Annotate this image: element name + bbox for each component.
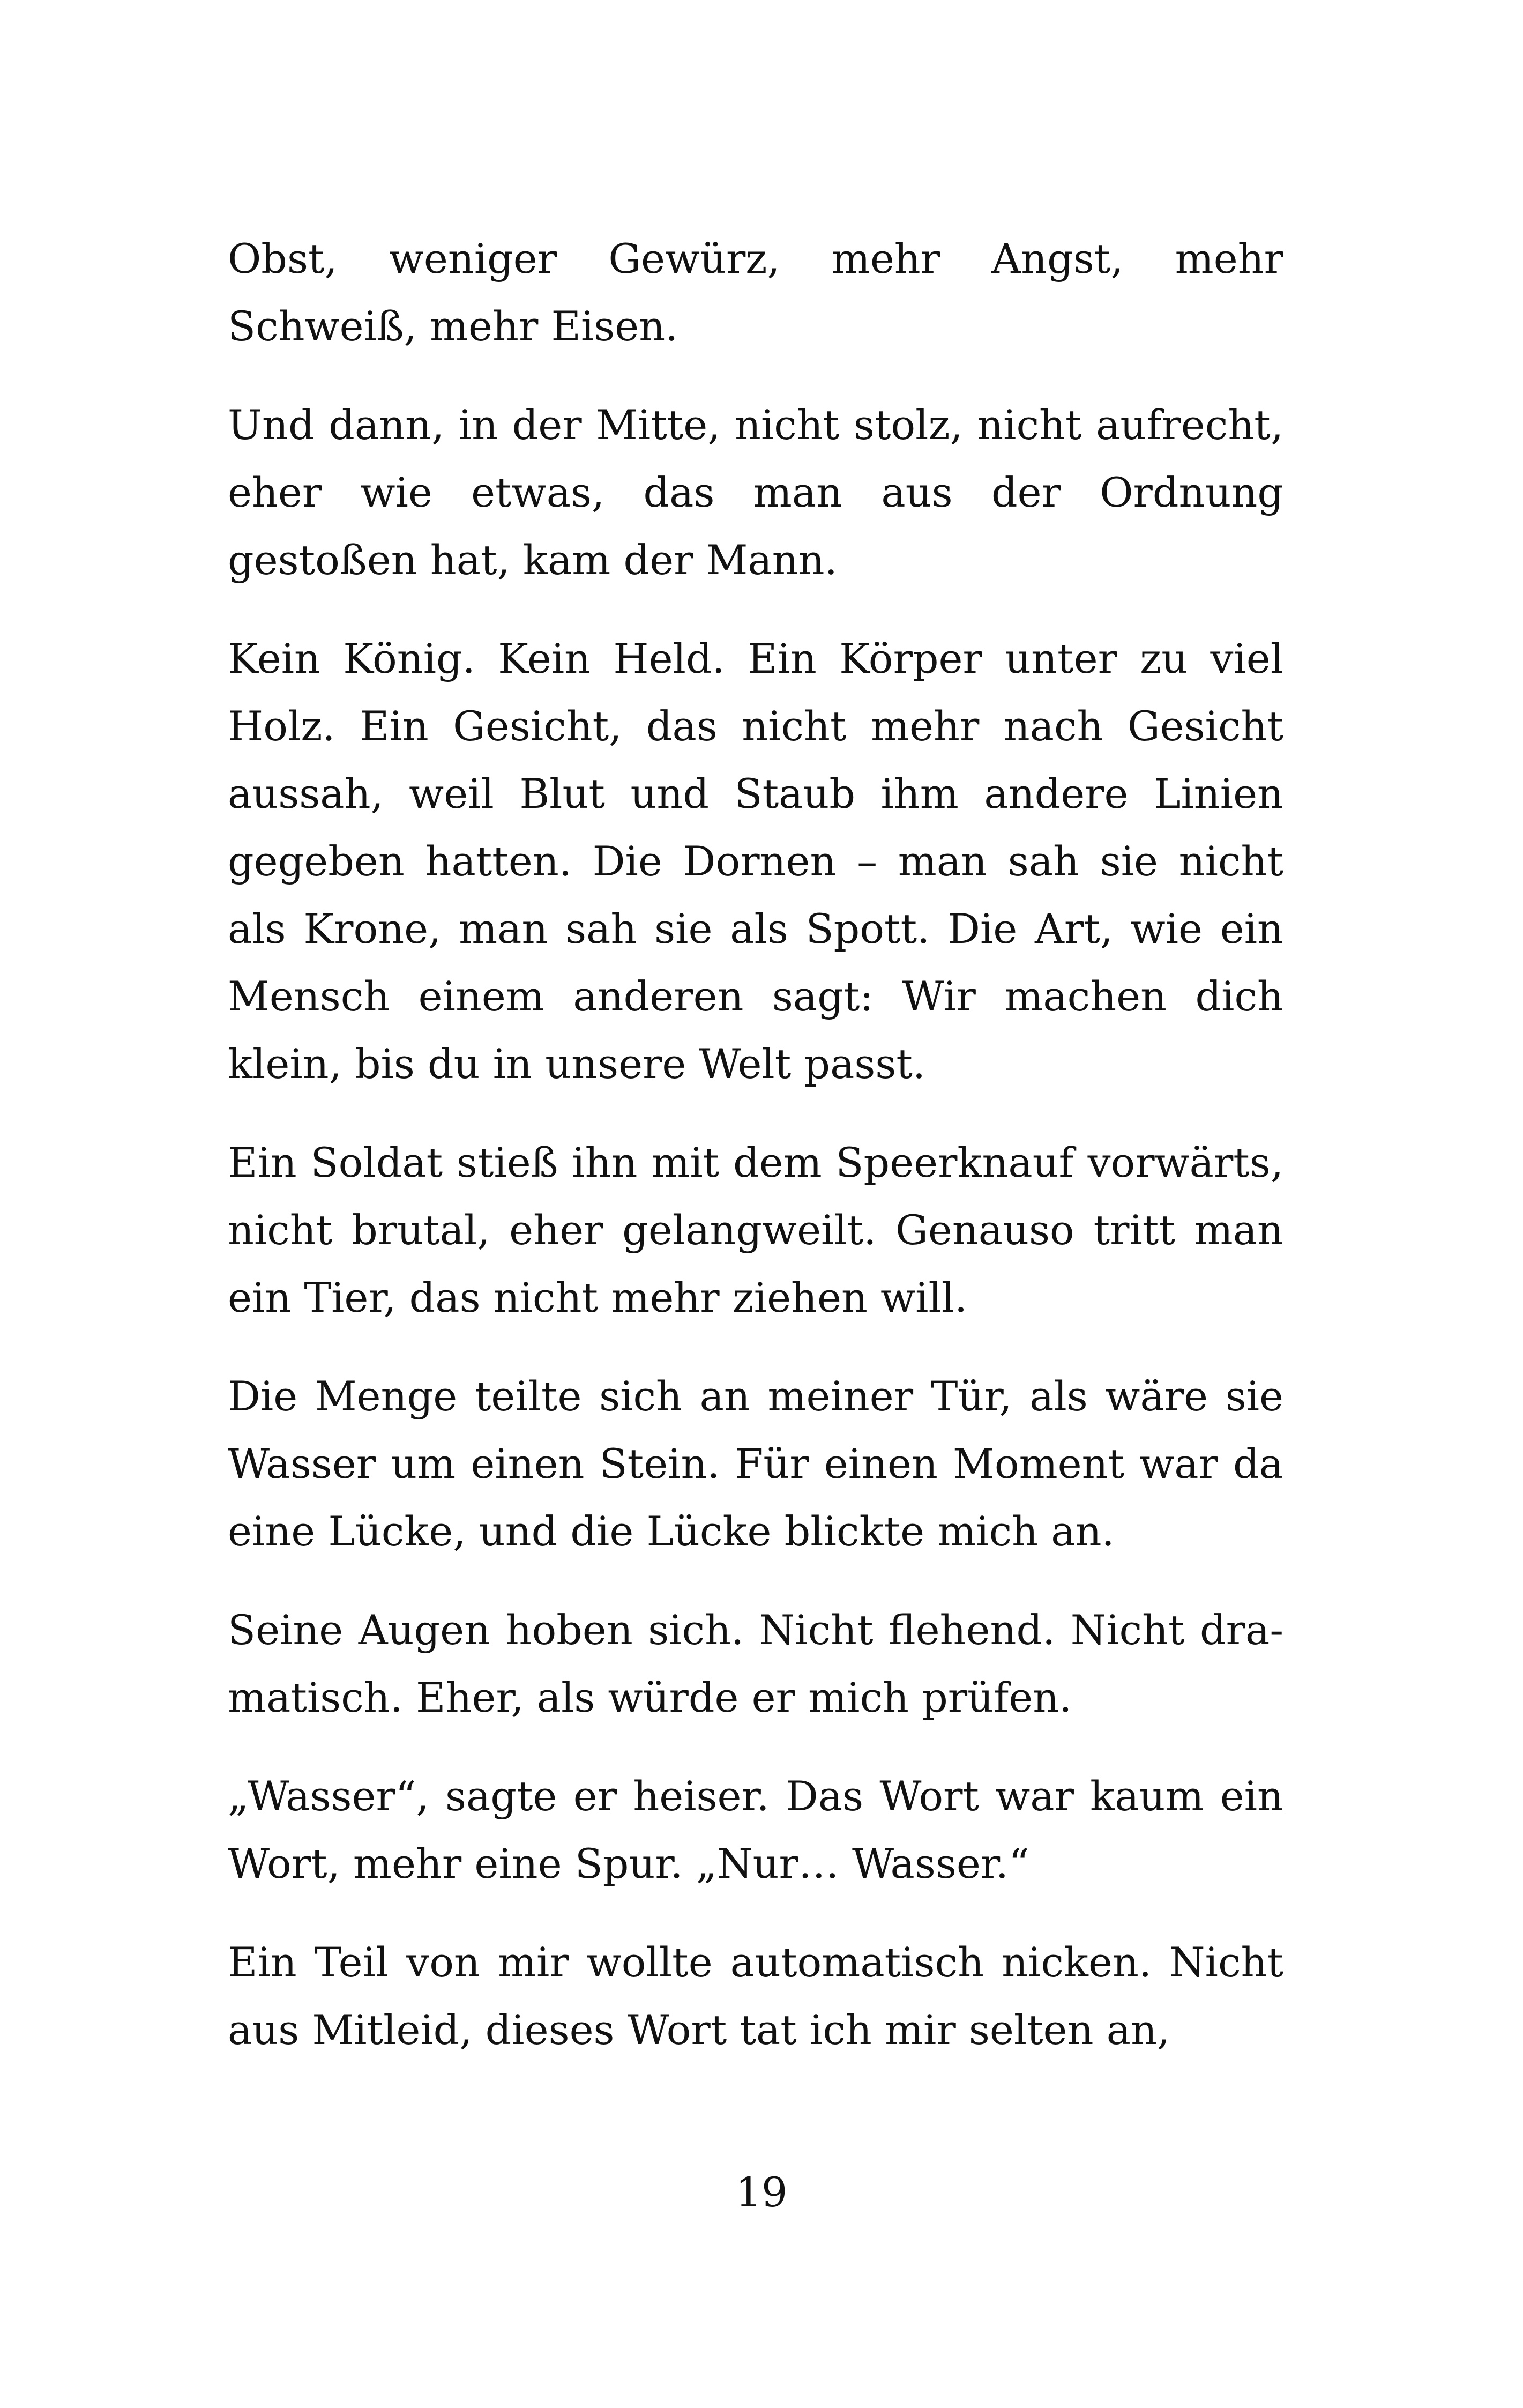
paragraph-7: „Wasser“, sagte er heiser. Das Wort war kaum ein Wort, mehr eine Spur. „Nur… Wasser.“ bbox=[228, 1772, 1283, 1887]
paragraph-3: Kein König. Kein Held. Ein Körper unter zu viel Holz. Ein Gesicht, das nicht mehr nach Gesicht aussah, weil Blut und Staub ihm andere Linien gegeben hatten. Die Dornen – man sah sie nicht als Krone, man sah sie als Spott. Die Art, wie ein Mensch einem anderen sagt: Wir machen dich klein, bis du in unsere Welt passt. bbox=[228, 635, 1283, 1088]
paragraph-2: Und dann, in der Mitte, nicht stolz, nicht aufrecht, eher wie etwas, das man aus der Ordnung gestoßen hat, kam der Mann. bbox=[228, 401, 1283, 584]
paragraph-5: Die Menge teilte sich an meiner Tür, als wäre sie Wasser um einen Stein. Für einen Moment war da eine Lücke, und die Lücke blickte mich an. bbox=[228, 1372, 1283, 1555]
body-text bbox=[228, 225, 1283, 2064]
paragraph-1: Obst, weniger Gewürz, mehr Angst, mehr Schweiß, mehr Eisen. bbox=[228, 235, 1283, 350]
page-number: 19 bbox=[735, 2168, 788, 2216]
paragraph-4: Ein Soldat stieß ihn mit dem Speerknauf vorwärts, nicht brutal, eher gelangweilt. Genauso tritt man ein Tier, das nicht mehr ziehen will. bbox=[228, 1139, 1283, 1321]
paragraph-6: Seine Augen hoben sich. Nicht flehend. Nicht dramatisch. Eher, als würde er mich prüfen. bbox=[228, 1606, 1283, 1721]
paragraph-8: Ein Teil von mir wollte automatisch nicken. Nicht aus Mitleid, dieses Wort tat ich mir selten an, bbox=[228, 1938, 1283, 2054]
